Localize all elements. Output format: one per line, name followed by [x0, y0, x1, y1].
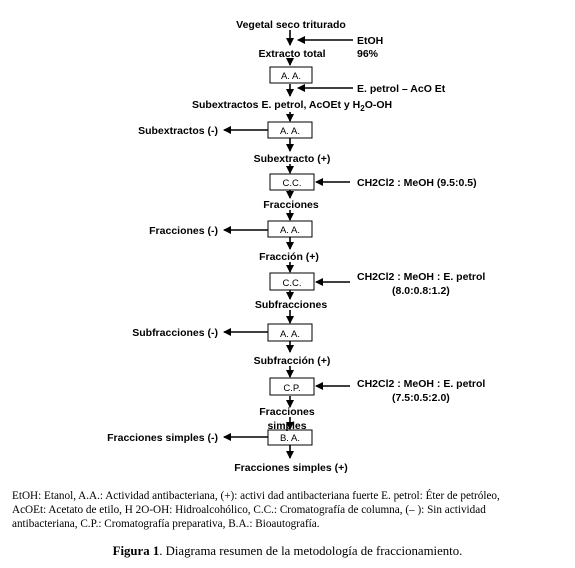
subextracto-positive-label: Subextracto (+)	[253, 153, 331, 165]
process-box-ba	[268, 430, 312, 445]
subextractos-negative-label: Subextractos (-)	[138, 125, 218, 137]
process-box-cc-1	[270, 174, 314, 190]
fracciones-simples-label: Fracciones	[259, 406, 315, 418]
figure-caption	[0, 544, 575, 559]
subfracciones-label: Subfracciones	[254, 299, 328, 311]
svg-text:C.P.: C.P.	[283, 383, 301, 394]
abbreviation-legend	[12, 489, 567, 531]
fracciones-simples-positive-label: Fracciones simples (+)	[234, 462, 348, 474]
process-box-aa-4	[268, 324, 312, 341]
process-box-cp	[270, 378, 314, 395]
legend-line: EtOH: Etanol, A.A.: Actividad antibacteriana, (+): activi dad antibacteriana fuerte E. petrol: Éter de petróleo,	[12, 490, 500, 502]
solvent-2-ratio: (8.0:0.8:1.2)	[392, 285, 450, 297]
svg-text:C.C.: C.C.	[282, 178, 302, 189]
etoh-label: EtOH	[357, 35, 384, 47]
start-label: Vegetal seco triturado	[236, 19, 346, 31]
svg-text:C.C.: C.C.	[282, 278, 302, 289]
process-box-aa-3	[268, 221, 312, 237]
solvent-1-label: CH2Cl2 : MeOH (9.5:0.5)	[357, 177, 477, 189]
figure-label: Figura 1	[112, 544, 160, 558]
subfraccion-positive-label: Subfracción (+)	[253, 355, 331, 367]
svg-text:A. A.: A. A.	[279, 225, 301, 236]
figure-caption-text: . Diagrama resumen de la metodología de fraccionamiento.	[159, 544, 463, 558]
fracciones-simples-negative-label: Fracciones simples (-)	[107, 432, 218, 444]
extract-total-label: Extracto total	[258, 48, 326, 60]
svg-text:A. A.: A. A.	[280, 71, 302, 82]
svg-text:A. A.: A. A.	[279, 126, 301, 137]
legend-line: AcOEt: Acetato de etilo, H 2O-OH: Hidroalcohólico, C.C.: Cromatografía de columna, (– ): Sin actividad	[12, 504, 486, 516]
legend-line: antibacteriana, C.P.: Cromatografía preparativa, B.A.: Bioautografía.	[12, 518, 320, 530]
svg-text:A. A.: A. A.	[279, 329, 301, 340]
output-arrows	[224, 130, 268, 437]
process-box-aa-1	[270, 67, 312, 83]
solvent-2-label: CH2Cl2 : MeOH : E. petrol	[357, 271, 486, 283]
fracciones-simples-label-2: simples	[267, 420, 307, 432]
subfracciones-negative-label: Subfracciones (-)	[132, 327, 218, 339]
process-box-cc-2	[270, 273, 314, 290]
fracciones-negative-label: Fracciones (-)	[149, 225, 218, 237]
petrol-acoet-label: E. petrol – AcO Et	[357, 83, 446, 95]
etoh-percent-label: 96%	[357, 48, 379, 60]
solvent-3-label: CH2Cl2 : MeOH : E. petrol	[357, 378, 486, 390]
solvent-3-ratio: (7.5:0.5:2.0)	[392, 392, 450, 404]
subextractos-label: Subextractos E. petrol, AcOEt y $H_2O-OH$	[192, 99, 393, 113]
fraccion-positive-label: Fracción (+)	[259, 251, 319, 263]
fracciones-label: Fracciones	[263, 199, 319, 211]
svg-text:B. A.: B. A.	[279, 433, 301, 444]
process-box-aa-2	[268, 122, 312, 138]
